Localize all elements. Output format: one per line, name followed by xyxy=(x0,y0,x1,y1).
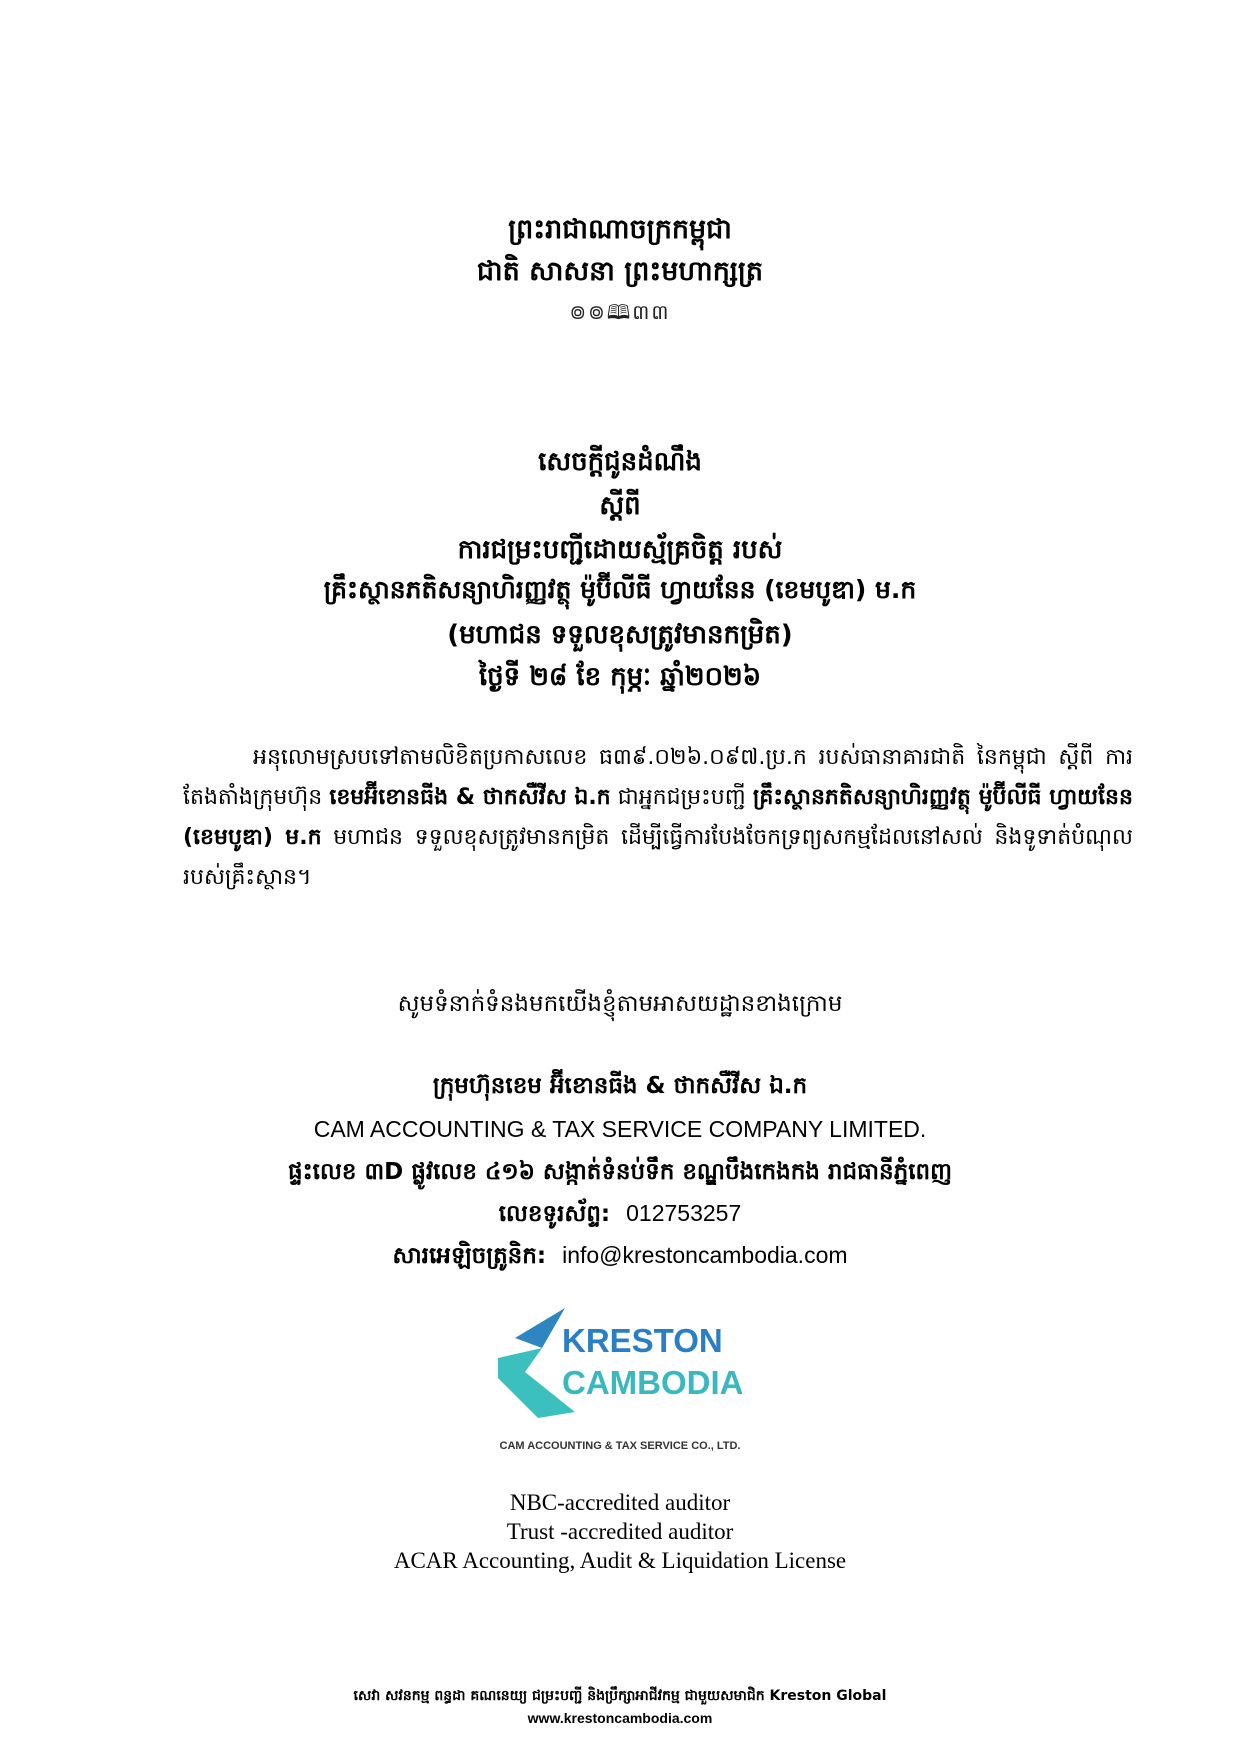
body-paragraph xyxy=(183,738,1133,898)
logo-text-cambodia: CAMBODIA xyxy=(562,1364,744,1401)
notice-subject: ការជម្រះបញ្ជីដោយស្ម័គ្រចិត្ត របស់ xyxy=(457,535,783,565)
phone-number[interactable]: 012753257 xyxy=(626,1200,742,1226)
notice-date: ថ្ងៃទី ២៨ ខែ កុម្ភៈ ឆ្នាំ២០២៦ xyxy=(478,662,762,692)
accreditation-3: ACAR Accounting, Audit & Liquidation License xyxy=(393,1548,847,1573)
body-institution: គ្រឹះស្ថានភតិសន្យាហិរញ្ញវត្ថុ ម៉ូប៊ីលីធី ហ្វាយនែន (ខេមបូឌា) ម.ក xyxy=(183,785,1133,850)
notice-institution-type: (មហាជន ទទួលខុសត្រូវមានកម្រិត) xyxy=(447,620,793,650)
email-line xyxy=(0,1242,1240,1275)
kreston-cambodia-logo xyxy=(480,1300,780,1435)
national-motto: ជាតិ សាសនា ព្រះមហាក្សត្រ xyxy=(476,256,764,287)
footer-website[interactable]: www.krestoncambodia.com xyxy=(527,1710,713,1726)
notice-title: សេចក្តីជូនដំណឹង xyxy=(538,447,702,477)
phone-label: លេខទូរស័ព្ទ: xyxy=(498,1201,611,1227)
accreditation-1: NBC-accredited auditor xyxy=(509,1490,731,1515)
phone-line xyxy=(0,1200,1240,1233)
body-part3: មហាជន ទទួលខុសត្រូវមានកម្រិត ដើម្បីធ្វើការបែងចែកទ្រព្យសកម្មដែលនៅសល់ និងទូទាត់បំណុលរបស់គ្រឹះស្ថាន។ xyxy=(183,825,1133,890)
accreditation-2: Trust -accredited auditor xyxy=(506,1519,734,1544)
body-part1: អនុលោមស្របទៅតាមលិខិតប្រកាសលេខ ធ៣៩.០២៦.០៩៧.ប្រ.ក របស់ធានាគារជាតិ នៃកម្ពុជា ស្តីពី ការតែងតាំងក្រុមហ៊ុន xyxy=(183,745,1133,810)
email-label: សារអេឡិចត្រូនិក: xyxy=(392,1243,547,1269)
company-name-kh: ក្រុមហ៊ុនខេម អ៊ីខោនធីង & ថាកសឺវីស ឯ.ក xyxy=(432,1073,808,1099)
notice-institution: គ្រឹះស្ថានភតិសន្យាហិរញ្ញវត្ថុ ម៉ូប៊ីលីធី ហ្វាយនែន (ខេមបូឌា) ម.ក xyxy=(323,575,917,604)
body-liquidator: ខេមអ៊ីខោនធីង & ថាកសឺវីស ឯ.ក xyxy=(329,785,611,810)
email-address[interactable]: info@krestoncambodia.com xyxy=(562,1242,848,1268)
ornament: ៙៙🕮៣៣ xyxy=(569,300,671,324)
logo-tagline: CAM ACCOUNTING & TAX SERVICE CO., LTD. xyxy=(499,1440,741,1452)
logo-chevron-top xyxy=(515,1308,565,1348)
body-part2: ជាអ្នកជម្រះបញ្ជី xyxy=(610,785,753,810)
notice-about: ស្តីពី xyxy=(599,491,641,521)
logo-text-kreston: KRESTON xyxy=(562,1322,723,1359)
contact-intro: សូមទំនាក់ទំនងមកយើងខ្ញុំតាមអាសយដ្ឋានខាងក្រោម xyxy=(397,991,843,1017)
kingdom-title: ព្រះរាជាណាចក្រកម្ពុជា xyxy=(508,214,732,245)
company-address: ផ្ទះលេខ ៣D ផ្លូវលេខ ៤១៦ សង្កាត់ទំនប់ទឹក ខណ្ឌបឹងកេងកង រាជធានីភ្នំពេញ xyxy=(287,1159,953,1185)
kreston-logo-mark-icon xyxy=(480,1300,780,1435)
footer-services: សេវា សវនកម្ម ពន្ធដា គណនេយ្យ ជម្រះបញ្ជី និងប្រឹក្សាអាជីវកម្ម ជាមួយសមាជិក Kreston Global xyxy=(353,1688,887,1704)
company-name-en: CAM ACCOUNTING & TAX SERVICE COMPANY LIMITED. xyxy=(313,1116,927,1142)
